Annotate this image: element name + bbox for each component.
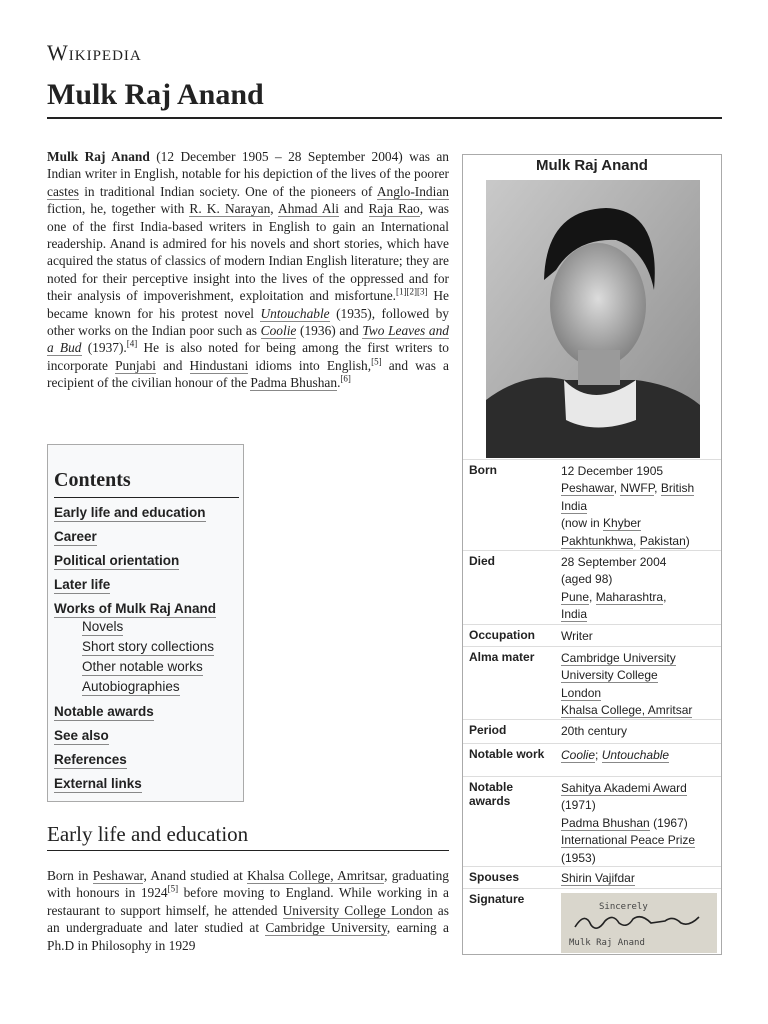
infobox-text: (1967) <box>649 815 688 830</box>
text-run: , was one of the first India-based writers in English to gain an International readership. Anand is admired for his novels and short stories, which have acquired the status of classics of modern Indian English literature; they are noted for their perceptive insight into the lives of the oppressed and for their analysis of impoverishment, exploitation and misfortune. <box>47 201 450 304</box>
infobox-label: Signature <box>469 892 525 906</box>
text-run: , graduating with honours in 1924 <box>47 868 449 901</box>
infobox-value-line <box>561 650 719 667</box>
article-link[interactable]: Hindustani <box>189 357 249 373</box>
infobox-value <box>561 650 719 720</box>
article-link[interactable]: Anglo-Indian <box>376 183 449 199</box>
toc-item-other-notable-works[interactable]: Other notable works <box>82 659 203 674</box>
infobox-value-line <box>561 498 719 515</box>
infobox-link[interactable]: British <box>660 481 695 496</box>
citation-link[interactable]: [1][2][3] <box>396 286 428 297</box>
text-run: , Anand studied at <box>143 868 248 883</box>
infobox-link[interactable]: International Peace Prize <box>561 833 696 848</box>
text-run: and <box>155 357 190 373</box>
infobox-title: Mulk Raj Anand <box>536 157 648 174</box>
infobox-value-line <box>561 685 719 702</box>
citation-link[interactable]: [4] <box>126 339 138 349</box>
article-link[interactable]: Punjabi <box>115 357 156 373</box>
infobox-row-notable-awards <box>463 776 721 867</box>
infobox-label: Died <box>469 554 496 568</box>
article-link[interactable]: Ahmad Ali <box>278 201 339 217</box>
infobox-link[interactable]: Pune <box>561 589 590 604</box>
portrait-photo[interactable] <box>486 180 700 458</box>
infobox-label: Born <box>469 463 497 477</box>
citation-link[interactable]: [5] <box>371 356 382 367</box>
toc-item-external-links[interactable]: External links <box>54 776 142 791</box>
toc-item-notable-awards[interactable]: Notable awards <box>54 704 154 719</box>
infobox-value-line <box>561 797 719 814</box>
infobox-link[interactable]: Khalsa College, Amritsar <box>561 703 693 718</box>
infobox-link[interactable]: India <box>561 607 588 622</box>
toc-item-short-story-collections[interactable]: Short story collections <box>82 639 215 654</box>
infobox-value-line <box>561 747 719 764</box>
infobox-value <box>561 554 719 624</box>
infobox-label: Notable awards <box>469 780 514 808</box>
signature-image[interactable] <box>561 893 717 953</box>
infobox-text: 12 December 1905 <box>561 464 664 478</box>
text-run: Born in <box>47 868 93 883</box>
infobox-row-signature <box>463 888 721 955</box>
text-run: fiction, he, together with <box>47 201 190 217</box>
infobox-value-line <box>561 554 719 571</box>
infobox-value-line <box>561 589 719 606</box>
infobox-value-line <box>561 723 719 740</box>
toc-item-autobiographies[interactable]: Autobiographies <box>82 679 180 694</box>
infobox-row-born <box>463 459 721 551</box>
infobox-value-line <box>561 533 719 550</box>
title-divider <box>47 117 722 119</box>
infobox-value-line <box>561 832 719 849</box>
text-run: . <box>337 375 341 391</box>
infobox-text: Writer <box>561 629 593 643</box>
infobox-link[interactable]: India <box>561 498 588 513</box>
infobox-text: (1953) <box>561 850 596 865</box>
toc-item-later-life[interactable]: Later life <box>54 577 111 592</box>
toc-item-early-life-and-education[interactable]: Early life and education <box>54 505 206 520</box>
infobox-link[interactable]: Sahitya Akademi Award <box>561 781 687 795</box>
infobox-row-died <box>463 550 721 625</box>
toc-item-references[interactable]: References <box>54 752 127 767</box>
text-run: (12 December 1905 – 28 September 2004) was an Indian writer in English, notable for his depiction of the lives of the poorer <box>47 149 450 182</box>
infobox-value-line <box>561 850 719 867</box>
text-run: , earning a Ph.D in Philosophy in 1929 <box>47 920 449 953</box>
infobox-value <box>561 870 719 887</box>
infobox-link[interactable]: Padma Bhushan <box>561 815 650 830</box>
article-link[interactable]: Cambridge University <box>265 920 387 936</box>
infobox-label: Occupation <box>469 628 536 642</box>
infobox-value <box>561 780 719 867</box>
infobox-text: (1971) <box>561 798 596 813</box>
infobox-text: , <box>654 481 661 496</box>
citation-link[interactable]: [6] <box>340 373 351 384</box>
infobox-link[interactable]: Maharashtra <box>595 589 664 604</box>
infobox-link[interactable]: NWFP <box>620 481 655 496</box>
infobox-value-line <box>561 667 719 684</box>
toc-item-see-also[interactable]: See also <box>54 728 109 743</box>
infobox-label: Period <box>469 723 507 737</box>
toc-item-career[interactable]: Career <box>54 529 97 544</box>
infobox-text: (aged 98) <box>561 572 613 587</box>
article-link[interactable]: Raja Rao <box>368 201 420 217</box>
article-link[interactable]: University College London <box>282 902 433 918</box>
infobox-text: , <box>613 481 621 496</box>
infobox-text: ; <box>595 748 602 762</box>
text-run: in traditional Indian society. One of the pioneers of <box>78 183 377 199</box>
text-run: He became known for his protest novel <box>47 288 449 321</box>
toc-item-novels[interactable]: Novels <box>82 619 124 634</box>
text-run: as an undergraduate and later studied at <box>47 902 449 936</box>
infobox-value-line <box>561 571 719 588</box>
text-run: before moving to England. While working in a restaurant to support himself, he attended <box>47 885 449 918</box>
infobox-label: Spouses <box>469 870 520 884</box>
text-run: idioms into English, <box>248 357 372 373</box>
infobox-link[interactable]: Coolie <box>561 748 596 762</box>
text-run: and was a recipient of the civilian honour of the <box>47 357 449 391</box>
infobox-value <box>561 463 719 550</box>
intro-paragraph <box>47 148 449 392</box>
infobox-row-alma-mater <box>463 646 721 720</box>
citation-link[interactable]: [5] <box>167 883 179 894</box>
infobox-text: (now in <box>561 516 604 531</box>
infobox-link[interactable]: London <box>561 685 602 700</box>
infobox-value-line <box>561 702 719 719</box>
infobox-row-notable-work <box>463 743 721 777</box>
infobox-text: ) <box>685 533 690 548</box>
svg-text:Sincerely: Sincerely <box>599 902 648 912</box>
infobox-text: 28 September 2004 <box>561 555 667 569</box>
infobox-link[interactable]: Pakhtunkhwa <box>561 533 634 548</box>
infobox-link[interactable]: Untouchable <box>601 748 670 762</box>
article-link[interactable]: R. K. Narayan <box>189 201 271 217</box>
infobox-text: , <box>663 589 667 604</box>
section-divider <box>47 850 449 851</box>
infobox-row-occupation <box>463 624 721 647</box>
section-heading: Early life and education <box>47 822 249 846</box>
infobox-value <box>561 628 719 645</box>
infobox-link[interactable]: Pakistan <box>639 533 686 548</box>
infobox-link[interactable]: Cambridge University <box>561 651 676 665</box>
infobox <box>462 154 722 955</box>
infobox-link[interactable]: Peshawar <box>561 481 614 496</box>
toc-title: Contents <box>54 469 131 491</box>
infobox-label: Alma mater <box>469 650 535 664</box>
article-link[interactable]: Two Leaves and a Bud <box>47 323 450 356</box>
infobox-text: , <box>589 589 596 604</box>
toc-item-works-of-mulk-raj-anand[interactable]: Works of Mulk Raj Anand <box>54 601 217 616</box>
infobox-value <box>561 747 719 764</box>
infobox-link[interactable]: University College <box>561 668 658 683</box>
article-link[interactable]: castes <box>47 183 79 199</box>
infobox-link[interactable]: Khyber <box>603 516 642 531</box>
wikipedia-wordmark[interactable]: Wikipedia <box>47 40 142 65</box>
infobox-link[interactable]: Shirin Vajifdar <box>561 871 635 885</box>
text-run: , <box>270 201 279 217</box>
infobox-value-line <box>561 480 719 497</box>
infobox-value-line <box>561 628 719 645</box>
article-link[interactable]: Khalsa College, Amritsar <box>247 868 385 883</box>
infobox-label: Notable work <box>469 747 545 761</box>
infobox-value-line <box>561 463 719 480</box>
infobox-value-line <box>561 606 719 623</box>
article-link[interactable]: Padma Bhushan <box>250 375 338 391</box>
table-of-contents <box>47 444 244 802</box>
infobox-text: 20th century <box>561 724 628 738</box>
early-life-paragraph <box>47 867 449 954</box>
text-run: (1936) and <box>296 323 363 339</box>
article-link[interactable]: Coolie <box>260 323 297 339</box>
toc-divider <box>54 497 239 498</box>
article-link[interactable]: Untouchable <box>260 305 330 321</box>
svg-text:Mulk Raj Anand: Mulk Raj Anand <box>569 938 645 948</box>
infobox-value-line <box>561 815 719 832</box>
infobox-value-line <box>561 780 719 797</box>
text-run: and <box>338 201 369 217</box>
infobox-row-period <box>463 719 721 744</box>
bold-text: Mulk Raj Anand <box>47 149 150 164</box>
infobox-value-line <box>561 515 719 532</box>
infobox-row-spouses <box>463 866 721 889</box>
infobox-value-line <box>561 870 719 887</box>
page-title: Mulk Raj Anand <box>47 78 264 111</box>
text-run: (1937). <box>81 340 127 356</box>
text-run: He is also noted for being among the first writers to incorporate <box>47 340 449 373</box>
text-run: (1935), followed by other works on the Indian poor such as <box>47 305 449 339</box>
toc-item-political-orientation[interactable]: Political orientation <box>54 553 180 568</box>
infobox-text: , <box>633 533 640 548</box>
article-link[interactable]: Peshawar <box>92 868 144 883</box>
infobox-value <box>561 723 719 740</box>
